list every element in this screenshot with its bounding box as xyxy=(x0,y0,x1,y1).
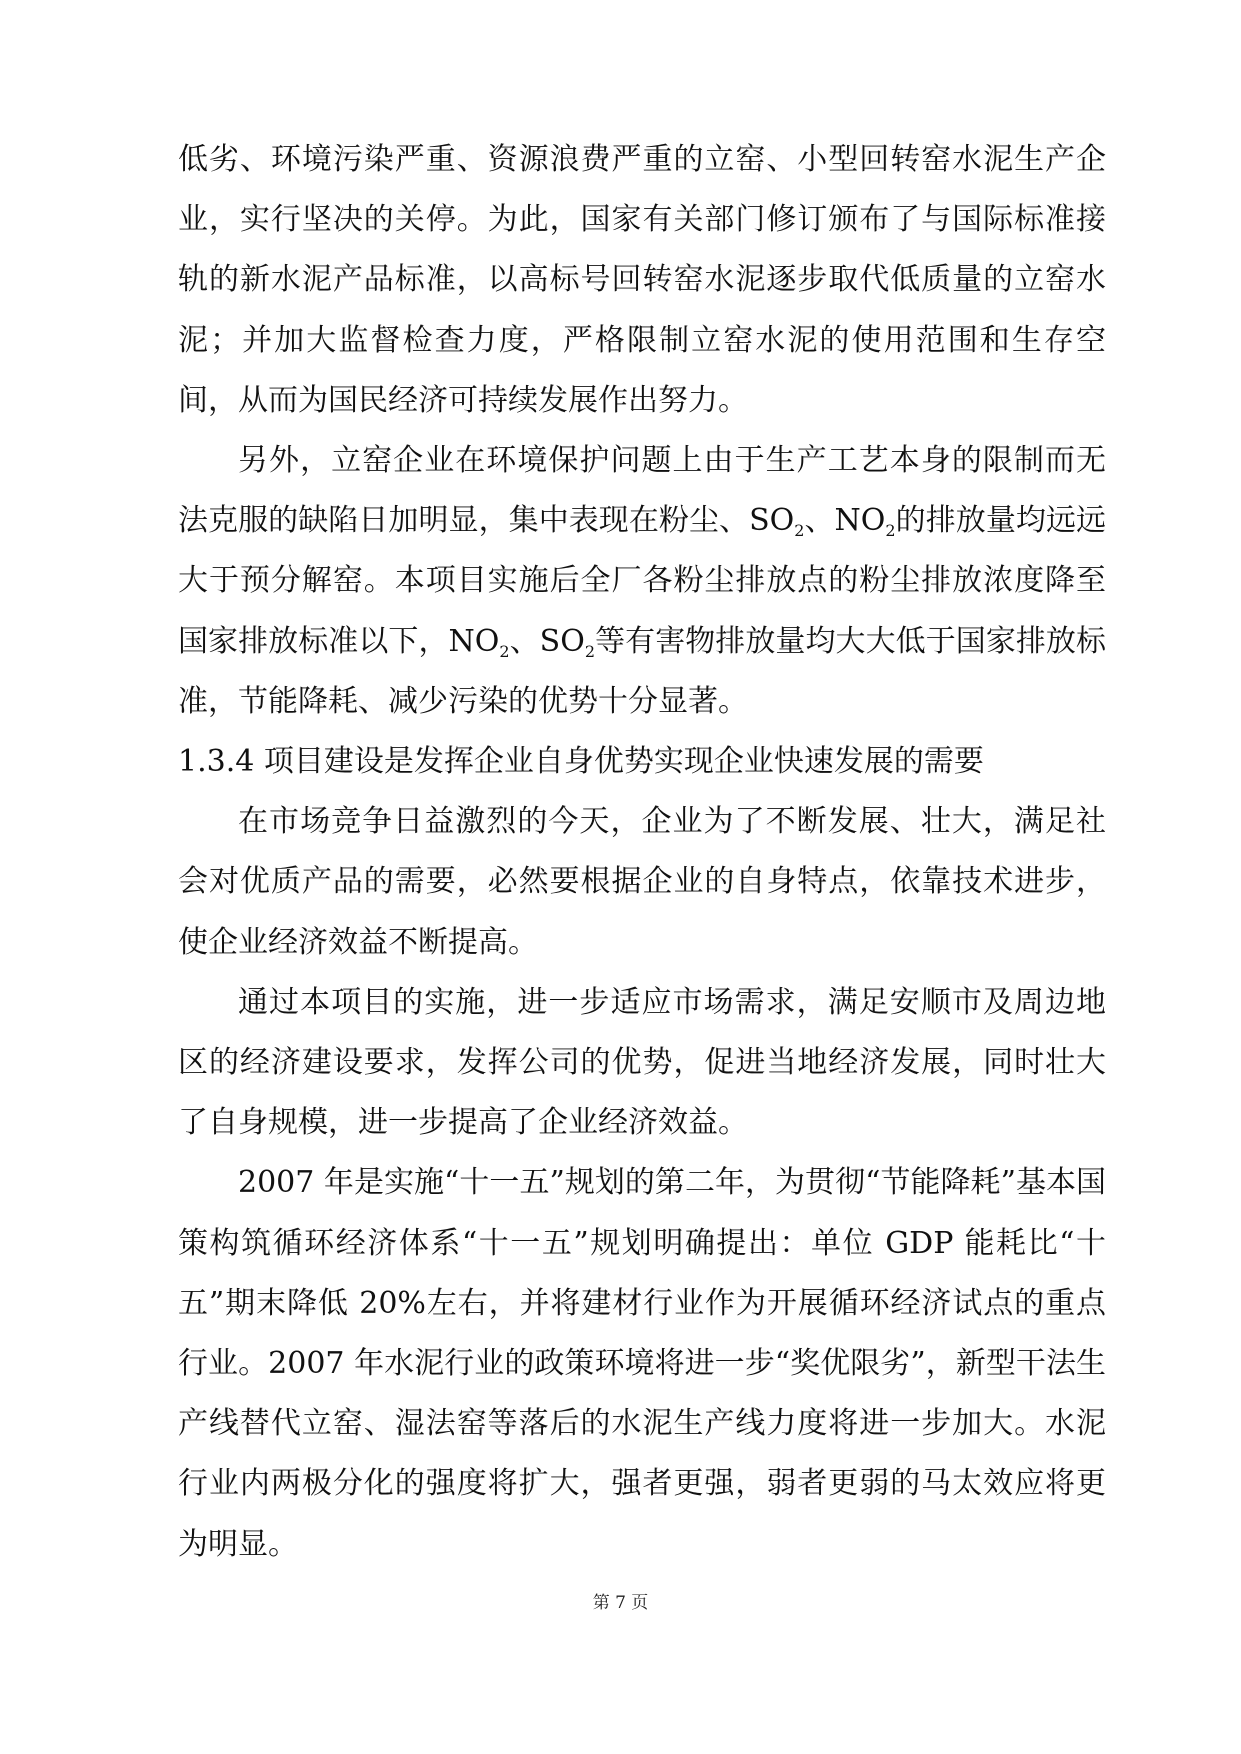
subscript: 2 xyxy=(584,641,596,661)
paragraph-competition: 在市场竞争日益激烈的今天，企业为了不断发展、壮大，满足社会对优质产品的需要，必然要根据企业的自身特点，依靠技术进步，使企业经济效益不断提高。 xyxy=(178,804,1106,960)
page-number: 第 7 页 xyxy=(592,1593,649,1613)
subscript: 2 xyxy=(499,641,510,661)
text-run: 等有害物排放量均大大低于国家排放标准，节能降耗、减少污染的优势十分显著。 xyxy=(178,623,1106,719)
paragraph-implementation: 通过本项目的实施，进一步适应市场需求，满足安顺市及周边地区的经济建设要求，发挥公司的优势，促进当地经济发展，同时壮大了自身规模，进一步提高了企业经济效益。 xyxy=(178,984,1106,1141)
section-heading: 1.3.4 项目建设是发挥企业自身优势实现企业快速发展的需要 xyxy=(178,744,984,780)
document-body xyxy=(178,130,1106,1575)
text-run: 的排放量均远远大于预分解窑。本项目实施后全厂各粉尘排放点的粉尘排放浓度降至国家排放标准以下，NO xyxy=(178,503,1106,659)
paragraph-emissions xyxy=(178,431,1106,732)
subscript: 2 xyxy=(794,521,805,541)
text-run: 另外，立窑企业在环境保护问题上由于生产工艺本身的限制而无法克服的缺陷日加明显，集中表现在粉尘、SO xyxy=(178,443,1106,539)
paragraph-policy-2007: 2007 年是实施“十一五”规划的第二年，为贯彻“节能降耗”基本国策构筑循环经济体系“十一五”规划明确提出：单位 GDP 能耗比“十五”期末降低 20%左右，并将建材行业作为开展循环经济试点的重点行业。2007 年水泥行业的政策环境将进一步“奖优限劣”，新型干法生产线替代立窑、湿法窑等落后的水泥生产线力度将进一步加大。水泥行业内两极分化的强度将扩大，强者更强，弱者更弱的马太效应将更为明显。 xyxy=(178,1165,1106,1562)
text-run: 、SO xyxy=(509,623,585,659)
subscript: 2 xyxy=(885,521,896,541)
text-run: 、NO xyxy=(804,503,886,539)
paragraph-continued: 低劣、环境污染严重、资源浪费严重的立窑、小型回转窑水泥生产企业，实行坚决的关停。为此，国家有关部门修订颁布了与国际标准接轨的新水泥产品标准，以高标号回转窑水泥逐步取代低质量的立窑水泥；并加大监督检查力度，严格限制立窑水泥的使用范围和生存空间，从而为国民经济可持续发展作出努力。 xyxy=(178,142,1106,418)
